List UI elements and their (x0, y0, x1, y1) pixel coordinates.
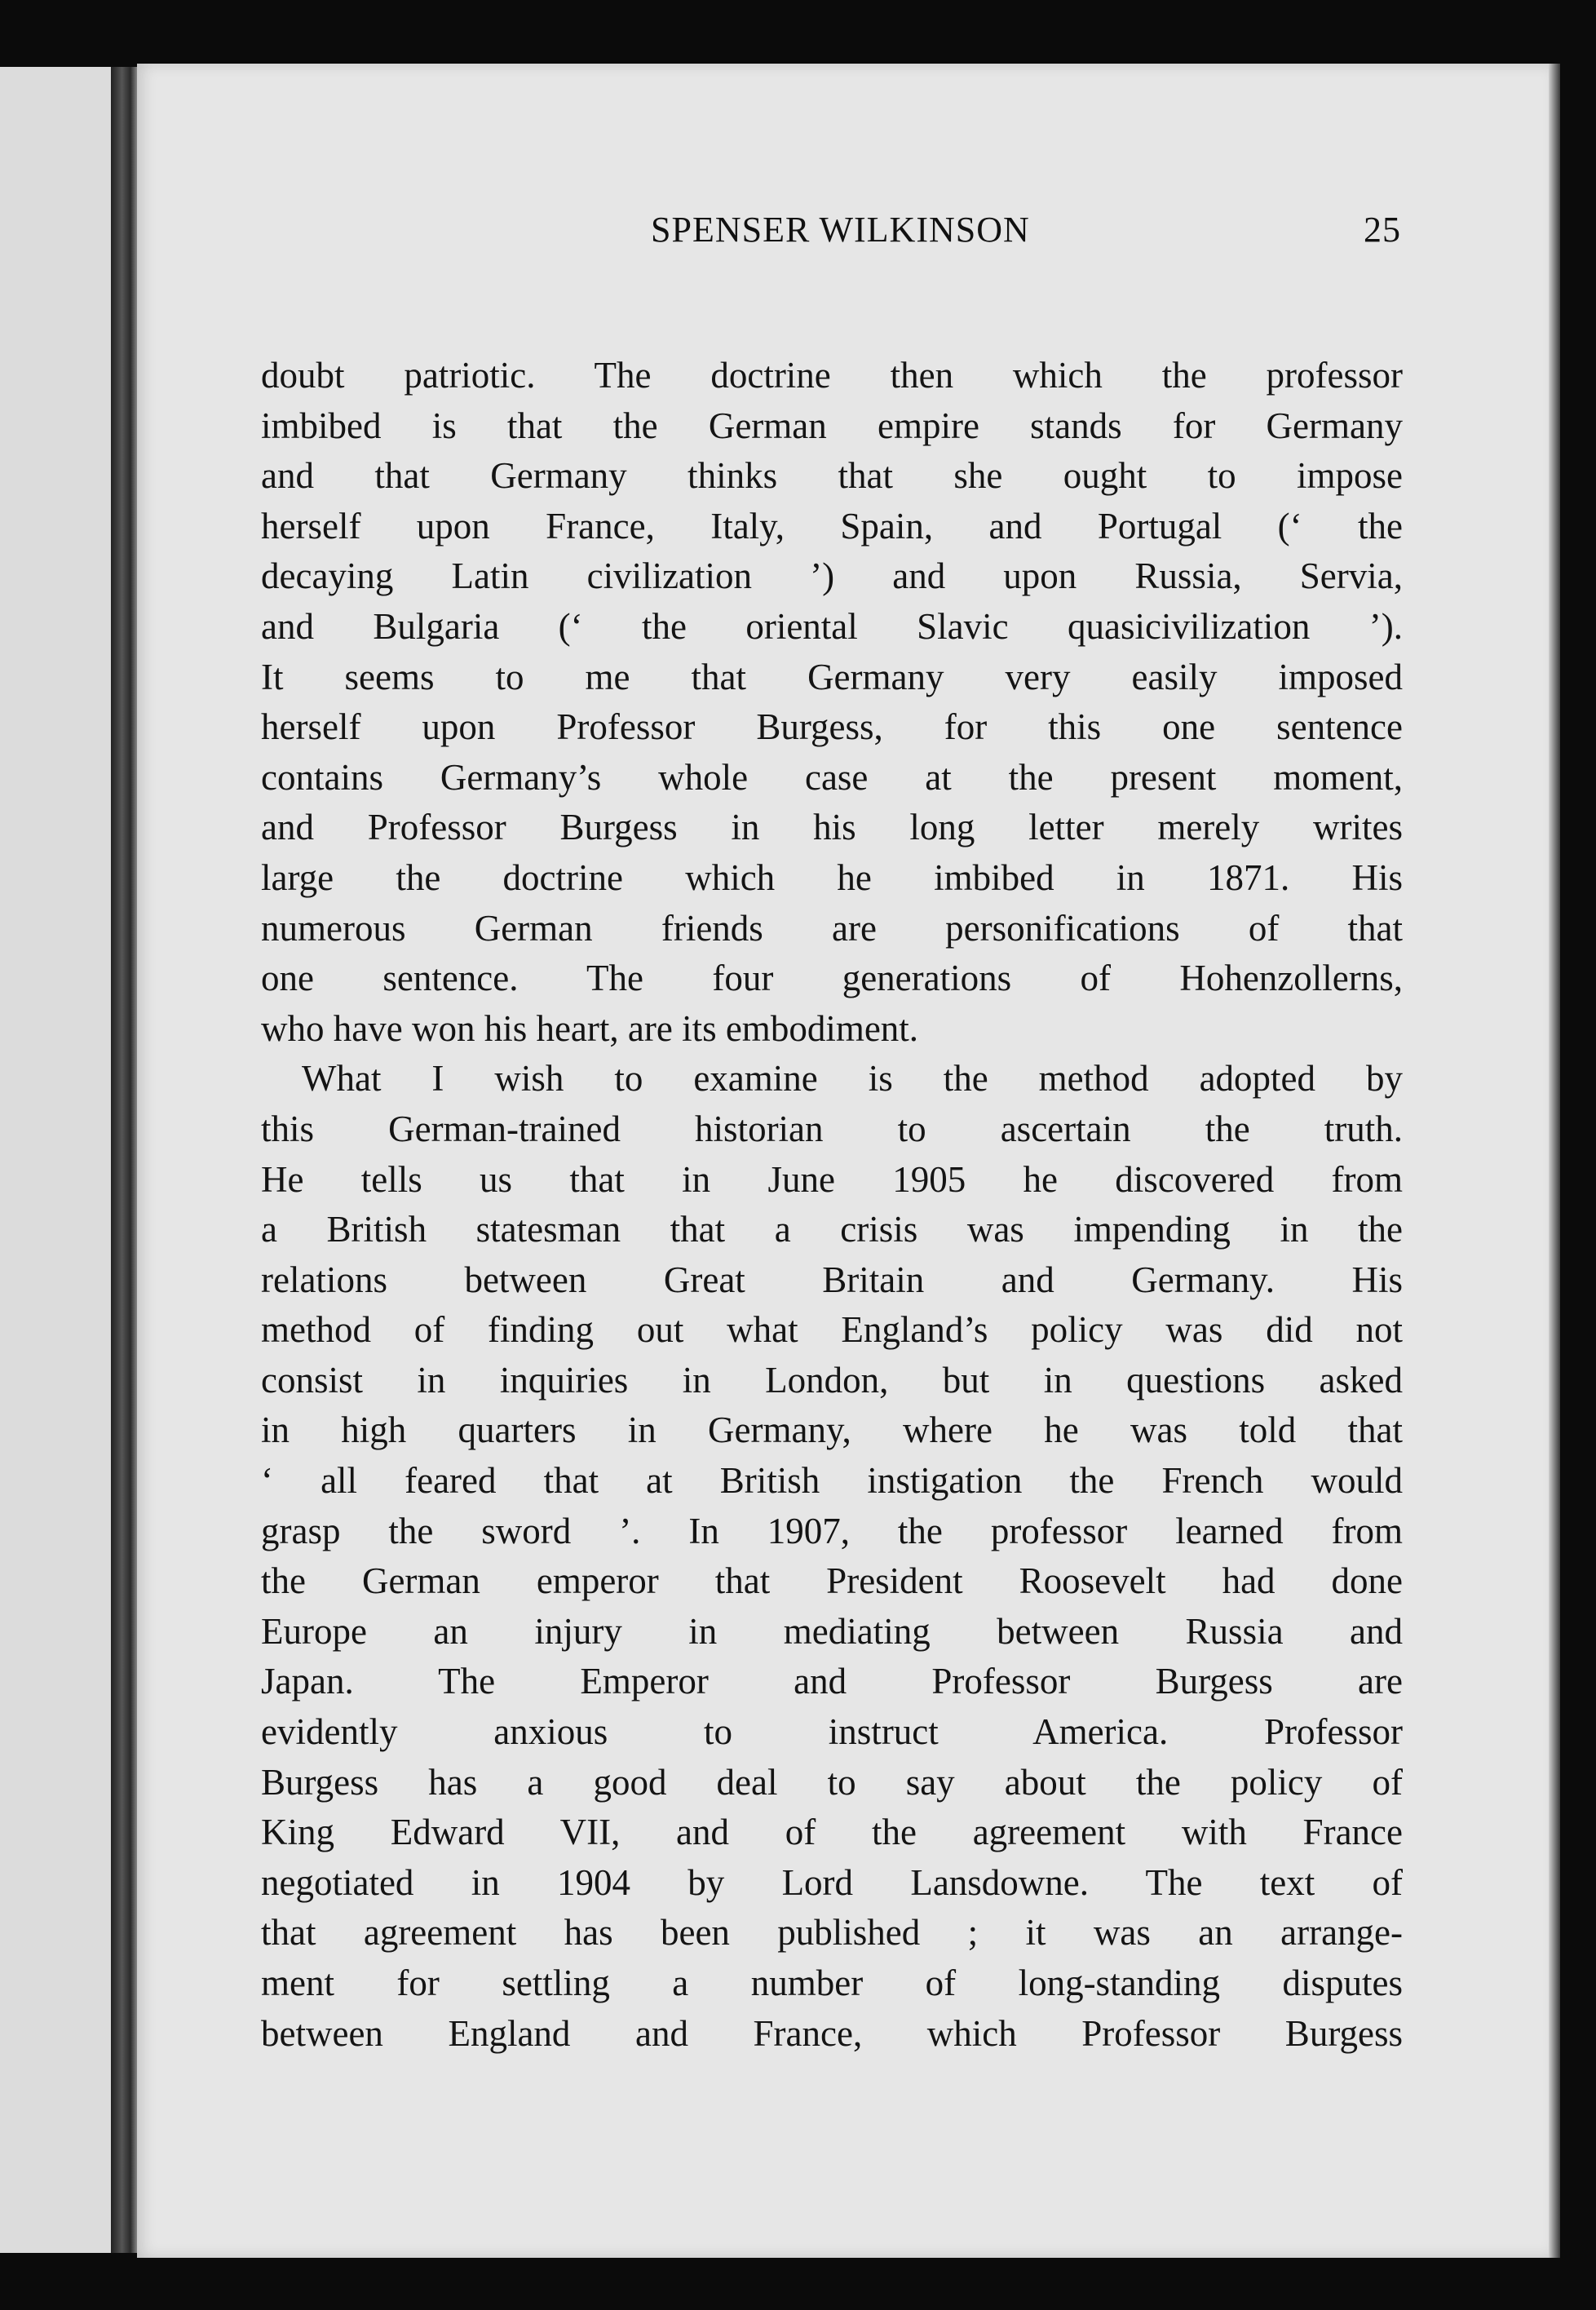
paragraph-end-line: who have won his heart, are its embodiment. (261, 1007, 919, 1049)
text-line: imbibed is that the German empire stands for Germany (261, 405, 1403, 446)
text-line: Europe an injury in mediating between Russia and (261, 1610, 1403, 1652)
text-line: the German emperor that President Roosevelt had done (261, 1560, 1403, 1602)
text-line: herself upon Professor Burgess, for this one sentence (261, 706, 1403, 748)
text-line: numerous German friends are personifications of that (261, 907, 1403, 949)
text-line: King Edward VII, and of the agreement with France (261, 1812, 1403, 1853)
text-line: and Bulgaria (‘ the oriental Slavic quasicivilization ’). (261, 605, 1403, 647)
text-line: and that Germany thinks that she ought to impose (261, 455, 1403, 497)
text-line: negotiated in 1904 by Lord Lansdowne. The text of (261, 1861, 1403, 1903)
text-line: that agreement has been published ; it was an arrange- (261, 1912, 1403, 1954)
page-edge-shadow (1549, 64, 1560, 2258)
paragraph-start-line: What I wish to examine is the method adopted by (302, 1058, 1403, 1100)
text-line: doubt patriotic. The doctrine then which the professor (261, 355, 1403, 396)
text-line: Burgess has a good deal to say about the policy of (261, 1761, 1403, 1803)
text-line: contains Germany’s whole case at the present moment, (261, 756, 1403, 798)
running-header (243, 209, 1401, 258)
text-line: consist in inquiries in London, but in questions asked (261, 1359, 1403, 1401)
running-title: SPENSER WILKINSON (651, 210, 1030, 250)
book-gutter (111, 67, 139, 2253)
text-line: It seems to me that Germany very easily imposed (261, 656, 1403, 697)
text-line: evidently anxious to instruct America. Professor (261, 1711, 1403, 1753)
text-line: in high quarters in Germany, where he was told that (261, 1409, 1403, 1451)
text-line: ‘ all feared that at British instigation the French would (261, 1460, 1403, 1502)
text-line: large the doctrine which he imbibed in 1871. His (261, 856, 1403, 898)
text-line: relations between Great Britain and Germany. His (261, 1259, 1403, 1300)
left-page-edge (0, 67, 114, 2253)
text-line: one sentence. The four generations of Hohenzollerns, (261, 958, 1403, 999)
text-line: Japan. The Emperor and Professor Burgess are (261, 1661, 1403, 1702)
text-line: and Professor Burgess in his long letter merely writes (261, 807, 1403, 848)
text-line: this German-trained historian to ascertain the truth. (261, 1108, 1403, 1149)
text-line: a British statesman that a crisis was impending in the (261, 1209, 1403, 1250)
text-line: method of finding out what England’s policy was did not (261, 1309, 1403, 1351)
book-page (137, 64, 1552, 2258)
text-line: grasp the sword ’. In 1907, the professor learned from (261, 1510, 1403, 1551)
text-line: decaying Latin civilization ’) and upon Russia, Servia, (261, 555, 1403, 597)
text-line: He tells us that in June 1905 he discovered from (261, 1158, 1403, 1200)
page-number: 25 (1364, 210, 1401, 250)
text-line: herself upon France, Italy, Spain, and Portugal (‘ the (261, 505, 1403, 547)
text-line: between England and France, which Professor Burgess (261, 2012, 1403, 2054)
body-text (261, 351, 1403, 2059)
text-line: ment for settling a number of long-standing disputes (261, 1963, 1403, 2003)
